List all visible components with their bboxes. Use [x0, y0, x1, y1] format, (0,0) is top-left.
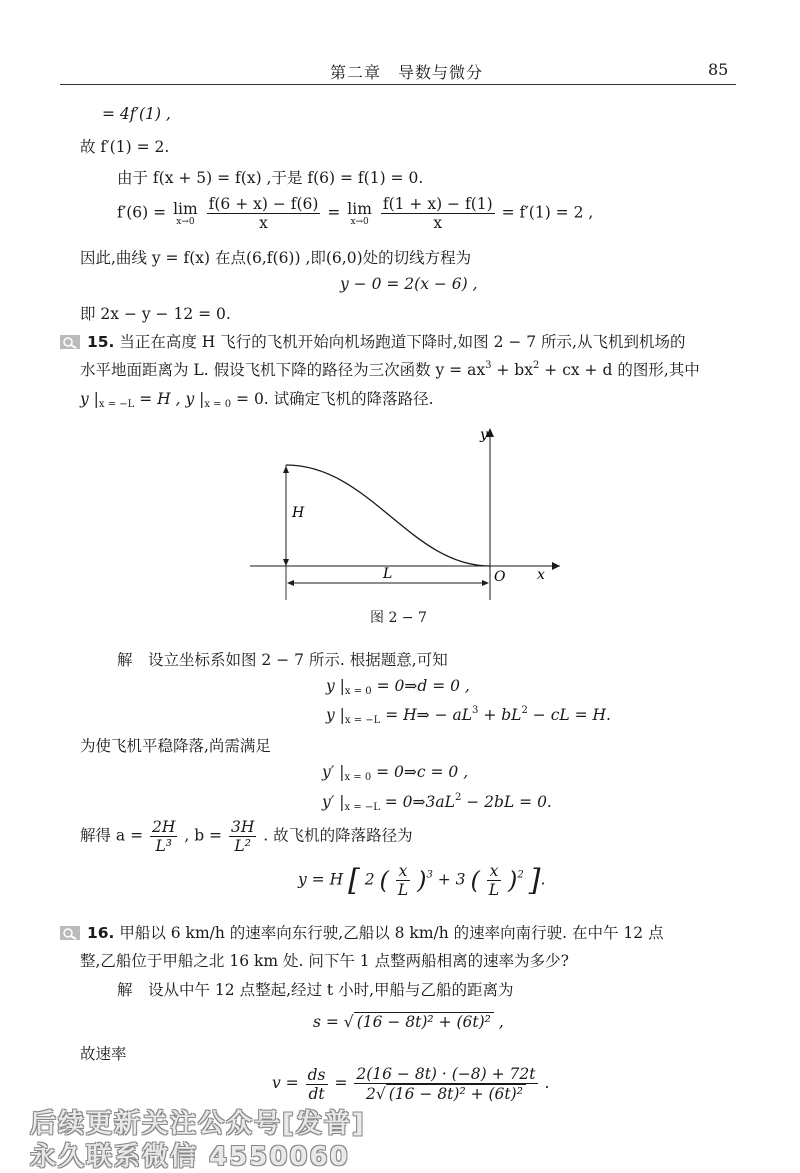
- p15-cond-sub1: x = −L: [98, 399, 135, 410]
- problem-15-line-3: [80, 387, 434, 410]
- solution-15-solve: [80, 818, 413, 855]
- p15-cond-sub2: x = 0: [204, 399, 232, 410]
- eq3-a: y′ |: [322, 763, 345, 781]
- v-den-sqrt: (16 − 8t)² + (6t)²: [386, 1084, 526, 1103]
- fraction-1: [207, 195, 321, 232]
- eq4-c: − 2bL = 0.: [461, 793, 552, 811]
- fraction-2-den: x: [433, 214, 443, 232]
- v-eq: =: [334, 1074, 353, 1092]
- descent-curve: [286, 465, 490, 566]
- eq1-sub: x = 0: [344, 686, 372, 697]
- s-sqrt: (16 − 8t)² + (6t)²: [354, 1012, 494, 1031]
- problem-16-number: 16.: [86, 924, 115, 942]
- rate-label: 故速率: [80, 1045, 127, 1063]
- l-arrow-left: [287, 580, 294, 586]
- problem-15-number: 15.: [86, 333, 115, 351]
- equals-sign: =: [327, 203, 346, 222]
- v-a: v =: [272, 1074, 304, 1092]
- magnifier-icon: [60, 335, 80, 349]
- path-exp2: 2: [517, 869, 524, 881]
- problem-16-line-1: [60, 921, 664, 943]
- problem-15-line-2: [80, 358, 700, 380]
- fraction-2: [381, 195, 495, 232]
- path-plus3: + 3: [437, 870, 466, 889]
- lim-under: x→0: [350, 217, 369, 227]
- s-eq-a: s =: [313, 1013, 344, 1031]
- p15-exp2: 2: [532, 360, 540, 371]
- dt: dt: [308, 1084, 325, 1103]
- eq2-d: − cL = H.: [527, 706, 611, 724]
- lim-text: lim: [347, 200, 372, 218]
- sqrt-sign: √: [343, 1013, 354, 1031]
- fraction-1-num: f(6 + x) − f(6): [208, 195, 319, 213]
- eq2-a: y |: [326, 706, 345, 724]
- solution-15-intro: 解 设立坐标系如图 2 − 7 所示. 根据题意,可知: [117, 651, 448, 669]
- derivative-limit-line: [117, 195, 593, 232]
- eq2-exp3: 3: [472, 705, 479, 716]
- line-3: 由于 f(x + 5) = f(x) ,于是 f(6) = f(1) = 0.: [117, 169, 424, 187]
- path-end: .: [540, 870, 546, 889]
- p15-text-a: 水平地面距离为 L. 假设飞机下降的路径为三次函数 y = ax: [80, 361, 486, 379]
- velocity-formula: [272, 1065, 549, 1103]
- header-divider: [60, 84, 736, 85]
- b-den: L²: [234, 837, 251, 855]
- x-over-l-2: [487, 862, 501, 899]
- line-2: 故 f′(1) = 2.: [80, 138, 170, 156]
- l-arrow-right: [482, 580, 489, 586]
- lim-prefix: f′(6) =: [117, 203, 172, 222]
- ds: ds: [307, 1065, 326, 1084]
- problem-15-text-1: 当正在高度 H 飞行的飞机开始向机场跑道下降时,如图 2 − 7 所示,从飞机到机场的: [119, 333, 686, 351]
- x-over-l-1: [396, 862, 410, 899]
- origin-label: O: [494, 569, 506, 585]
- eq1-b: = 0⇒d = 0 ,: [371, 677, 470, 695]
- b-num: 3H: [230, 818, 255, 836]
- l-label: L: [383, 566, 393, 582]
- path-coef-2: 2: [364, 870, 375, 889]
- ds-dt: [306, 1066, 328, 1103]
- a-den: L³: [155, 837, 172, 855]
- xl2-num: x: [487, 862, 501, 881]
- x-label: x: [537, 567, 545, 583]
- eq1-a: y |: [326, 677, 345, 695]
- eq4-a: y′ |: [322, 793, 345, 811]
- eq4-exp2: 2: [454, 792, 462, 803]
- right-bracket: ]: [528, 863, 541, 898]
- fraction-1-den: x: [259, 214, 268, 232]
- p15-text-c: + cx + d 的图形,其中: [539, 361, 700, 379]
- solution-15-eq1: [326, 677, 470, 697]
- left-paren-2: (: [470, 866, 480, 895]
- watermark-line-2: 永久联系微信 4550060: [30, 1142, 350, 1172]
- line-1: = 4f′(1) ,: [102, 105, 171, 123]
- solution-15-eq4: [322, 792, 552, 813]
- path-exp3: 3: [426, 869, 433, 881]
- solve-b: , b =: [184, 826, 227, 845]
- xl2-den: L: [488, 881, 500, 899]
- eq4-b: = 0⇒3aL: [379, 793, 455, 811]
- eq2-b: = H⇒ − aL: [380, 706, 473, 724]
- limit-1: [173, 200, 198, 227]
- y-label: y: [480, 427, 488, 443]
- tangent-equation: y − 0 = 2(x − 6) ,: [340, 275, 478, 293]
- p15-text-b: + bx: [491, 361, 533, 379]
- figure-caption: 图 2 − 7: [370, 610, 427, 626]
- xl1-den: L: [397, 881, 409, 899]
- xl1-num: x: [396, 862, 410, 881]
- magnifier-icon: [60, 926, 80, 940]
- eq2-sub: x = −L: [344, 715, 381, 726]
- right-paren-2: ): [508, 866, 518, 895]
- v-den: [354, 1084, 537, 1103]
- eq2-c: + bL: [478, 706, 522, 724]
- v-end: .: [544, 1074, 550, 1092]
- solve-c: . 故飞机的降落路径为: [263, 826, 413, 845]
- velocity-fraction: [354, 1065, 537, 1103]
- s-eq-b: ,: [493, 1013, 504, 1031]
- lim-suffix: = f′(1) = 2 ,: [501, 203, 594, 222]
- limit-2: [347, 200, 372, 227]
- chapter-title: 第二章 导数与微分: [330, 63, 484, 82]
- line-5: 因此,曲线 y = f(x) 在点(6,f(6)) ,即(6,0)处的切线方程为: [80, 249, 472, 267]
- solution-15-smooth: 为使飞机平稳降落,尚需满足: [80, 737, 271, 755]
- eq3-b: = 0⇒c = 0 ,: [371, 763, 469, 781]
- line-7: 即 2x − y − 12 = 0.: [80, 305, 231, 323]
- a-fraction: [150, 818, 177, 855]
- right-paren: ): [417, 866, 427, 895]
- h-arrow-bottom: [283, 559, 289, 566]
- figure-2-7: [250, 425, 570, 605]
- solution-16-intro: 解 设从中午 12 点整起,经过 t 小时,甲船与乙船的距离为: [117, 981, 514, 999]
- problem-16-line-2: 整,乙船位于甲船之北 16 km 处. 问下午 1 点整两船相离的速率为多少?: [80, 952, 569, 970]
- eq4-sub: x = −L: [344, 802, 380, 813]
- sqrt-sign-2: √: [375, 1085, 386, 1103]
- solution-15-eq2: [326, 705, 611, 726]
- b-fraction: [229, 818, 256, 855]
- p15-cond-a: y |: [80, 390, 99, 408]
- lim-under: x→0: [176, 217, 195, 227]
- left-bracket: [: [348, 863, 360, 898]
- v-den-a: 2: [365, 1085, 376, 1103]
- fraction-2-num: f(1 + x) − f(1): [382, 195, 493, 213]
- a-num: 2H: [152, 818, 176, 836]
- problem-15-line-1: [60, 330, 686, 352]
- path-a: y = H: [298, 870, 344, 889]
- solve-a: 解得 a =: [80, 826, 149, 845]
- landing-path-formula: [298, 862, 545, 899]
- p15-cond-b: = H , y |: [134, 390, 205, 408]
- lim-text: lim: [173, 200, 198, 218]
- eq2-exp2: 2: [521, 705, 528, 716]
- page-number: 85: [708, 60, 729, 79]
- problem-16-text-1: 甲船以 6 km/h 的速率向东行驶,乙船以 8 km/h 的速率向南行驶. 在中午 12 点: [119, 924, 664, 942]
- eq3-sub: x = 0: [344, 772, 372, 783]
- left-paren: (: [379, 866, 389, 895]
- p15-exp3: 3: [485, 360, 492, 371]
- h-label: H: [292, 505, 305, 521]
- p15-cond-c: = 0. 试确定飞机的降落路径.: [231, 390, 434, 408]
- x-axis-arrow: [552, 562, 560, 570]
- solution-15-eq3: [322, 763, 468, 783]
- distance-formula: [313, 1012, 504, 1031]
- watermark-line-1: 后续更新关注公众号[发普]: [30, 1109, 366, 1139]
- v-num: 2(16 − 8t) · (−8) + 72t: [356, 1065, 536, 1083]
- h-arrow-top: [283, 466, 289, 473]
